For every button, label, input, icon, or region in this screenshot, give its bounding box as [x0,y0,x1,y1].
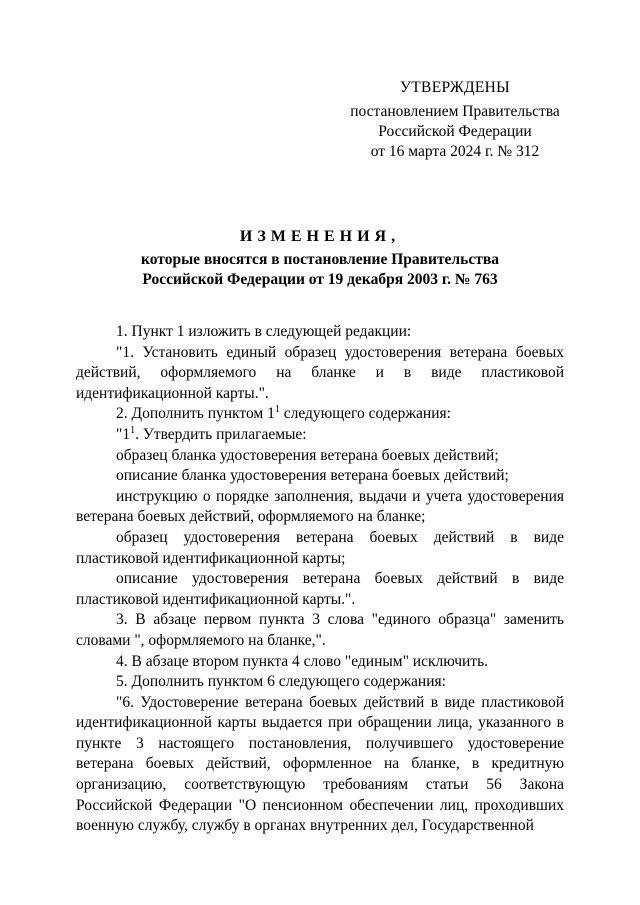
text: 2. Дополнить пунктом 1 [116,405,275,423]
paragraph: образец удостоверения ветерана боевых действий в виде пластиковой идентификационной карты; [76,528,564,567]
paragraph: "1. Установить единый образец удостоверения ветерана боевых действий, оформляемого на бланке и в виде пластиковой идентификационной карты.". [76,343,564,402]
text: следующего содержания: [279,405,451,423]
superscript: 1 [274,404,280,416]
paragraph [76,404,564,425]
paragraph: описание удостоверения ветерана боевых действий в виде пластиковой идентификационной карты.". [76,570,564,608]
paragraph: образец бланка удостоверения ветерана боевых действий; [116,446,499,464]
document-body [76,322,564,837]
approval-block [330,78,580,162]
approval-line: Российской Федерации [378,123,532,140]
paragraph: инструкцию о порядке заполнения, выдачи и учета удостоверения ветерана боевых действий, оформляемого на бланке; [76,487,564,526]
text: "1 [116,425,131,443]
approval-line: от 16 марта 2024 г. № 312 [370,143,540,160]
paragraph: 5. Дополнить пунктом 6 следующего содержания: [116,673,446,691]
subtitle-line: Российской Федерации от 19 декабря 2003 г. № 763 [142,271,498,288]
paragraph: 4. В абзаце втором пункта 4 слово "единым" исключить. [116,652,489,670]
approval-title: УТВЕРЖДЕНЫ [400,79,510,96]
subtitle-line: которые вносятся в постановление Правительства [141,251,499,268]
paragraph: описание бланка удостоверения ветерана боевых действий; [116,467,509,485]
paragraph [76,425,564,446]
paragraph: 3. В абзаце первом пункта 3 слова "единого образца" заменить словами ", оформляемого на бланке,". [76,611,564,649]
approval-line: постановлением Правительства [350,103,560,120]
document-title: ИЗМЕНЕНИЯ, [239,228,401,245]
paragraph: "6. Удостоверение ветерана боевых действий в виде пластиковой идентификационной карты выдается при обращении лица, указанного в пункте 3 настоящего постановления, получившего удостоверение ветерана боевых действий, оформленное на бланке, в кредитную организацию, соответствующую требованиям статьи 56 Закона Российской Федерации "О пенсионном обеспечении лиц, проходивших военную службу, службу в органах внутренних дел, Государственной [76,693,564,835]
superscript: 1 [130,424,136,436]
text: . Утвердить прилагаемые: [135,425,307,443]
document-subtitle [0,250,640,290]
paragraph: 1. Пункт 1 изложить в следующей редакции: [116,323,412,340]
